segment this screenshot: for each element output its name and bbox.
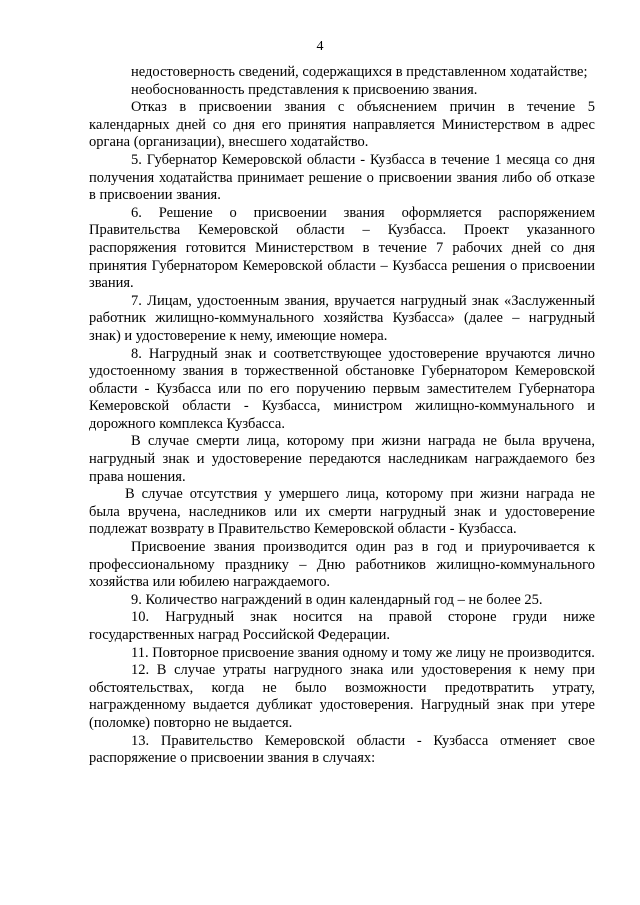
paragraph-award-timing: Присвоение звания производится один раз в год и приурочивается к профессиональному празднику – Дню работников жилищно-коммунального хозяйства или юбилею награждаемого. (89, 539, 595, 591)
paragraph-item-11: 11. Повторное присвоение звания одному и тому же лицу не производится. (131, 644, 595, 661)
paragraph-refusal-notice: Отказ в присвоении звания с объяснением причин в течение 5 календарных дней со дня его принятия направляется Министерством в адрес органа (организации), внесшего ходатайство. (89, 99, 595, 151)
paragraph-item-8: 8. Нагрудный знак и соответствующее удостоверение вручаются лично удостоенному звания в торжественной обстановке Губернатором Кемеровской области - Кузбасса или по его поручению первым заместителем Губернатора Кемеровской области - Кузбасса, министром жилищно-коммунального и дорожного комплекса Кузбасса. (89, 345, 595, 432)
page-number: 4 (316, 39, 324, 54)
paragraph-item-12: 12. В случае утраты нагрудного знака или удостоверения к нему при обстоятельствах, когда не было возможности предотвратить утрату, награжденному выдается дубликат удостоверения. Нагрудный знак при утере (поломке) повторно не выдается. (89, 662, 595, 731)
document-body (89, 64, 595, 768)
paragraph-item-7: 7. Лицам, удостоенным звания, вручается нагрудный знак «Заслуженный работник жилищно-коммунального хозяйства Кузбасса» (далее – нагрудный знак) и удостоверение к нему, имеющие номера. (89, 292, 595, 344)
paragraph-unfounded-submission: необоснованность представления к присвоению звания. (131, 81, 478, 98)
paragraph-item-5: 5. Губернатор Кемеровской области - Кузбасса в течение 1 месяца со дня получения ходатайства принимает решение о присвоении звания либо об отказе в присвоении звания. (89, 151, 595, 204)
paragraph-item-10: 10. Нагрудный знак носится на правой стороне груди ниже государственных наград Российской Федерации. (89, 609, 595, 643)
paragraph-unreliable-info: недостоверность сведений, содержащихся в представленном ходатайстве; (131, 64, 588, 80)
paragraph-item-13: 13. Правительство Кемеровской области - Кузбасса отменяет свое распоряжение о присвоении звания в случаях: (89, 732, 595, 767)
paragraph-item-6: 6. Решение о присвоении звания оформляется распоряжением Правительства Кемеровской области – Кузбасса. Проект указанного распоряжения готовится Министерством в течение 7 рабочих дней со дня принятия Губернатором Кемеровской области – Кузбасса решения о присвоении звания. (89, 204, 595, 292)
paragraph-death-case: В случае смерти лица, которому при жизни награда не была вручена, нагрудный знак и удостоверение передаются наследникам награждаемого без права ношения. (89, 433, 595, 485)
paragraph-no-heirs-case: В случае отсутствия у умершего лица, которому при жизни награда не была вручена, наследников или их смерти нагрудный знак и удостоверение подлежат возврату в Правительство Кемеровской области - Кузбасса. (89, 486, 595, 538)
paragraph-item-9: 9. Количество награждений в один календарный год – не более 25. (131, 591, 543, 608)
